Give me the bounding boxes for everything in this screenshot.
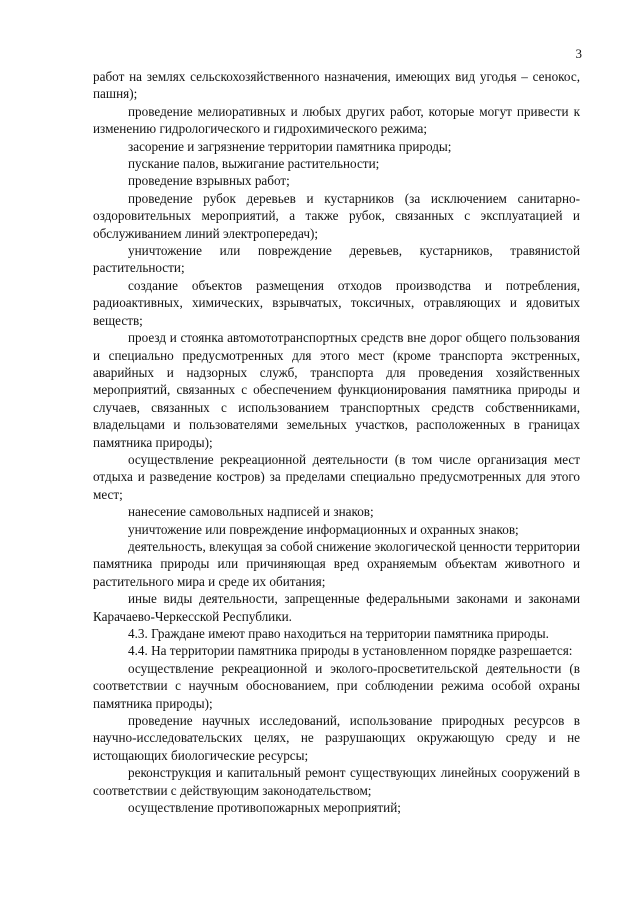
document-body [93,68,580,816]
paragraph: проезд и стоянка автомототранспортных средств вне дорог общего пользования и специально предусмотренных для этого мест (кроме транспорта экстренных, аварийных и надзорных служб, транспорта для проведения хозяйственных мероприятий, связанных с обеспечением функционирования памятника природы и случаев, связанных с использованием транспортных средств собственниками, владельцами и пользователями земельных участков, расположенных в границах памятника природы); [93,330,580,450]
paragraph: уничтожение или повреждение деревьев, кустарников, травянистой растительности; [93,243,580,276]
paragraph: реконструкция и капитальный ремонт существующих линейных сооружений в соответствии с действующим законодательством; [93,765,580,798]
paragraph: иные виды деятельности, запрещенные федеральными законами и законами Карачаево-Черкесской Республики. [93,591,580,624]
paragraph: проведение научных исследований, использование природных ресурсов в научно-исследовательских целях, не разрушающих окружающую среду и не истощающих биологические ресурсы; [93,713,580,763]
paragraph: пускание палов, выжигание растительности; [128,156,380,172]
paragraph-continuation: работ на землях сельскохозяйственного назначения, имеющих вид угодья – сенокос, пашня); [93,69,580,102]
paragraph: нанесение самовольных надписей и знаков; [128,504,374,520]
paragraph: создание объектов размещения отходов производства и потребления, радиоактивных, химических, взрывчатых, токсичных, отравляющих и ядовитых веществ; [93,277,580,328]
paragraph: деятельность, влекущая за собой снижение экологической ценности территории памятника природы или причиняющая вред охраняемым объектам животного и растительного мира и среде их обитания; [93,538,580,589]
paragraph: осуществление рекреационной и эколого-просветительской деятельности (в соответствии с научным обоснованием, при соблюдении режима особой охраны памятника природы); [93,660,580,711]
paragraph: уничтожение или повреждение информационных и охранных знаков; [128,521,519,537]
page-number: 3 [575,46,582,61]
paragraph: проведение рубок деревьев и кустарников (за исключением санитарно-оздоровительных мероприятий, а также рубок, связанных с эксплуатацией и обслуживанием линий электропередач); [93,190,580,241]
paragraph: осуществление противопожарных мероприятий; [128,800,401,816]
paragraph: проведение мелиоративных и любых других работ, которые могут привести к изменению гидрологического и гидрохимического режима; [93,103,580,137]
paragraph: проведение взрывных работ; [128,173,290,189]
paragraph: засорение и загрязнение территории памятника природы; [128,138,452,154]
paragraph: осуществление рекреационной деятельности (в том числе организация мест отдыха и разведение костров) за пределами специально предусмотренных для этого мест; [93,451,580,502]
section-4-4: 4.4. На территории памятника природы в установленном порядке разрешается: [128,643,573,659]
section-4-3: 4.3. Граждане имеют право находиться на территории памятника природы. [128,626,549,641]
